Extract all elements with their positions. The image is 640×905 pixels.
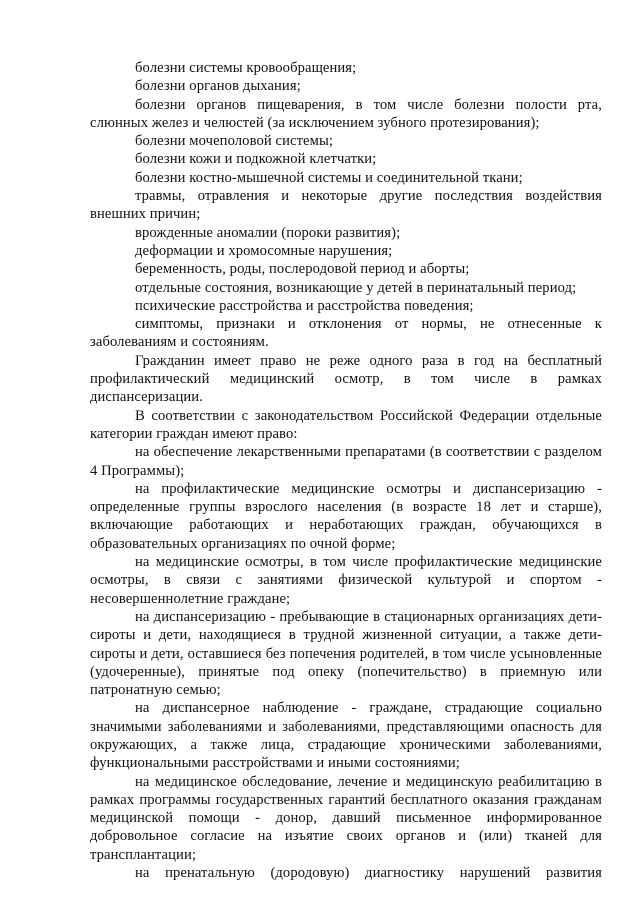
paragraph-right-adult-checkups: на профилактические медицинские осмотры и диспансеризацию - определенные группы взрослого населения (в возрасте 18 лет и старше), включающие работающих и неработающих граждан, обучающихся в образовательных организациях по очной форме; <box>90 480 602 552</box>
paragraph-right-orphan-screening: на диспансеризацию - пребывающие в стационарных организациях дети-сироты и дети, находящиеся в трудной жизненной ситуации, а также дети-сироты и дети, оставшиеся без попечения родителей, в том числе усыновленные (удочеренные), принятые под опеку (попечительство) в приемную или патронатную семью; <box>90 608 602 699</box>
paragraph-pregnancy: беременность, роды, послеродовой период и аборты; <box>135 261 470 278</box>
paragraph-perinatal-conditions: отдельные состояния, возникающие у детей в перинатальный период; <box>135 279 577 296</box>
paragraph-categories-intro: В соответствии с законодательством Российской Федерации отдельные категории граждан имеют право: <box>90 407 602 442</box>
paragraph-right-dispensary-observation: на диспансерное наблюдение - граждане, страдающие социально значимыми заболеваниями и заболеваниями, представляющими опасность для окружающих, а также лица, страдающие хроническими заболеваниями, функциональными расстройствами и иными состояниями; <box>90 700 602 772</box>
paragraph-symptoms: симптомы, признаки и отклонения от нормы, не отнесенные к заболеваниям и состояниям. <box>90 316 602 351</box>
document-page <box>90 59 602 882</box>
paragraph-skin-diseases: болезни кожи и подкожной клетчатки; <box>135 151 377 168</box>
paragraph-genitourinary-diseases: болезни мочеполовой системы; <box>135 133 334 150</box>
paragraph-mental-disorders: психические расстройства и расстройства поведения; <box>135 297 474 314</box>
paragraph-right-medicines: на обеспечение лекарственными препаратами (в соответствии с разделом 4 Программы); <box>90 444 602 479</box>
paragraph-injuries-poisoning: травмы, отравления и некоторые другие последствия воздействия внешних причин; <box>90 188 602 223</box>
paragraph-musculoskeletal-diseases: болезни костно-мышечной системы и соединительной ткани; <box>135 169 523 186</box>
paragraph-right-sports-checkups: на медицинские осмотры, в том числе профилактические медицинские осмотры, в связи с занятиями физической культурой и спортом - несовершеннолетние граждане; <box>90 554 602 607</box>
paragraph-right-prenatal-diagnostics: на пренатальную (дородовую) диагностику нарушений развития <box>135 865 602 882</box>
paragraph-circulatory-diseases: болезни системы кровообращения; <box>135 60 357 76</box>
paragraph-chromosomal-disorders: деформации и хромосомные нарушения; <box>135 242 393 259</box>
paragraph-congenital-anomalies: врожденные аномалии (пороки развития); <box>135 224 401 241</box>
paragraph-annual-checkup-right: Гражданин имеет право не реже одного раза в год на бесплатный профилактический медицинский осмотр, в том числе в рамках диспансеризации. <box>90 352 602 406</box>
paragraph-respiratory-diseases: болезни органов дыхания; <box>135 78 301 95</box>
paragraph-digestive-diseases: болезни органов пищеварения, в том числе болезни полости рта, слюнных желез и челюстей (за исключением зубного протезирования); <box>90 96 602 131</box>
paragraph-right-donor-care: на медицинское обследование, лечение и медицинскую реабилитацию в рамках программы государственных гарантий бесплатного оказания гражданам медицинской помощи - донор, давший письменное информированное добровольное согласие на изъятие своих органов и (или) тканей для трансплантации; <box>90 773 602 863</box>
